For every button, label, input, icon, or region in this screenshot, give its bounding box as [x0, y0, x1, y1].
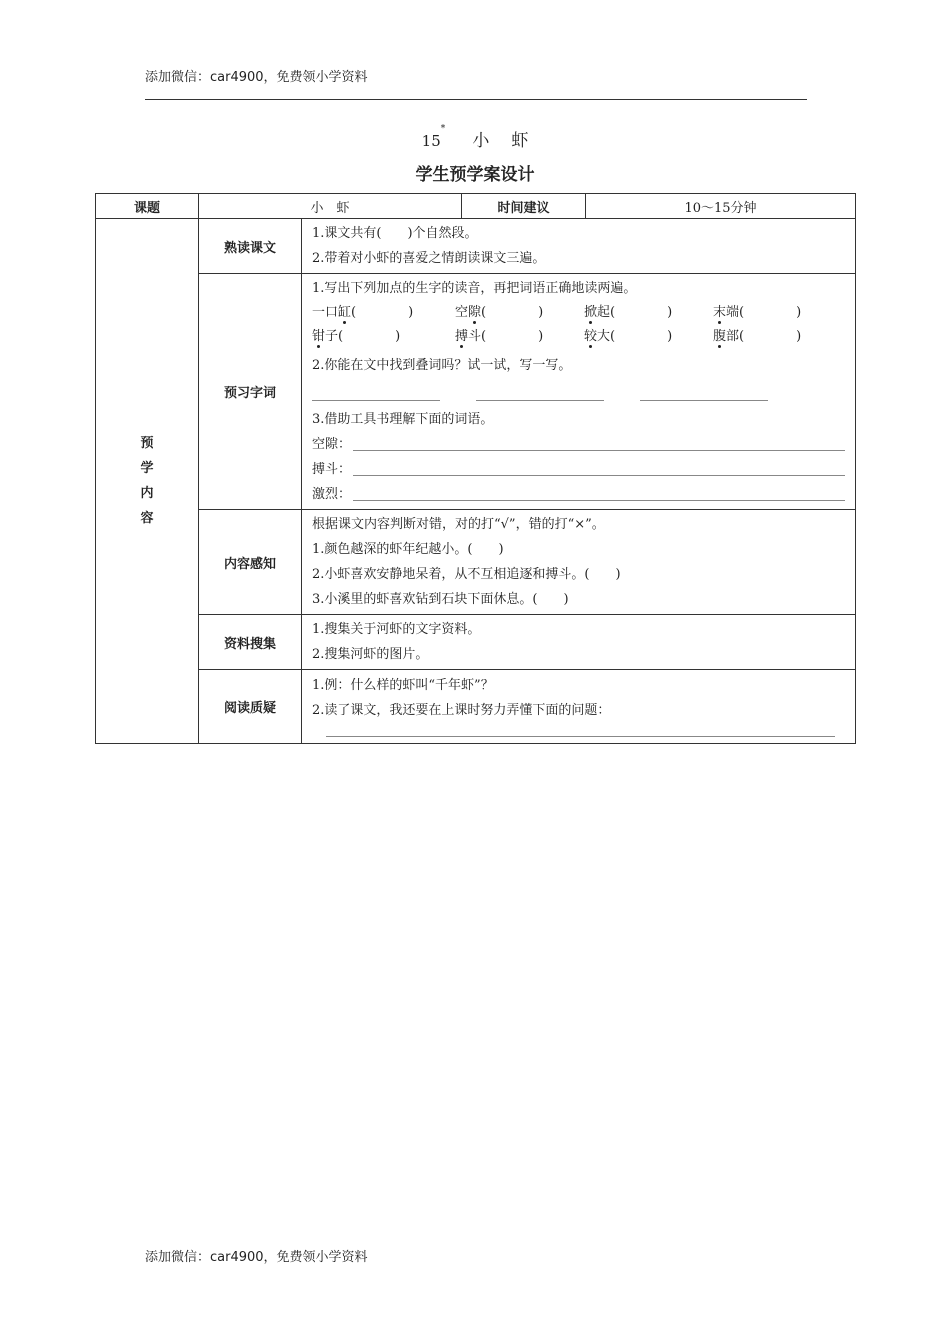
answer-paren[interactable]: ( ): [739, 329, 802, 344]
answer-paren[interactable]: ( ): [338, 329, 401, 344]
section-content-read: [302, 219, 856, 274]
dotted-char: 腹: [713, 329, 727, 344]
perceive-line-2: 2.小虾喜欢安静地呆着，从不互相追逐和搏斗。( ): [312, 567, 621, 582]
dotted-char: 搏: [455, 329, 469, 344]
answer-line[interactable]: [353, 500, 845, 501]
word-pre: 空: [455, 305, 469, 320]
words-q2: 2.你能在文中找到叠词吗？试一试，写一写。: [312, 358, 572, 373]
answer-paren[interactable]: ( ): [481, 305, 544, 320]
reduplication-blanks: [312, 378, 845, 407]
word-item: [713, 325, 833, 349]
answer-paren[interactable]: ( ): [739, 305, 802, 320]
word-item: [312, 301, 455, 325]
dotted-char: 末: [713, 305, 727, 320]
word-item: [455, 301, 584, 325]
topic-value: 小 虾: [199, 194, 462, 219]
word-item: [455, 325, 584, 349]
section-content-collect: [302, 615, 856, 670]
section-read-row: [96, 219, 856, 274]
term-row: [312, 457, 845, 482]
lesson-name-char: 虾: [511, 131, 529, 151]
category-char: 容: [140, 511, 154, 526]
section-perceive-row: [96, 510, 856, 615]
lesson-title: [0, 126, 950, 151]
term-row: [312, 482, 845, 507]
term-row: [312, 432, 845, 457]
word-grid: [312, 301, 845, 349]
lesson-name-char: 小: [472, 131, 490, 151]
section-question-row: [96, 670, 856, 744]
section-label-collect: 资料搜集: [199, 615, 302, 670]
dotted-char: 较: [584, 329, 598, 344]
table-header-row: [96, 194, 856, 219]
category-label: [137, 431, 157, 531]
words-q1: 1.写出下列加点的生字的读音，再把词语正确地读两遍。: [312, 281, 637, 296]
answer-paren[interactable]: ( ): [351, 305, 414, 320]
section-label-question: 阅读质疑: [199, 670, 302, 744]
perceive-intro: 根据课文内容判断对错，对的打“√”，错的打“×”。: [312, 517, 605, 532]
answer-paren[interactable]: ( ): [610, 329, 673, 344]
section-content-words: [302, 274, 856, 510]
header-divider: [145, 99, 807, 100]
section-words-row: [96, 274, 856, 510]
time-label: 时间建议: [462, 194, 586, 219]
term-label: 搏斗：: [312, 462, 352, 477]
lesson-name: [472, 131, 528, 151]
section-content-perceive: [302, 510, 856, 615]
word-post: 斗: [468, 329, 482, 344]
words-q3: 3.借助工具书理解下面的词语。: [312, 412, 494, 427]
read-line-2: 2.带着对小虾的喜爱之情朗读课文三遍。: [312, 251, 546, 266]
dotted-char: 缸: [338, 305, 352, 320]
word-post: 部: [726, 329, 740, 344]
word-item: [584, 325, 713, 349]
section-label-perceive: 内容感知: [199, 510, 302, 615]
prestudy-table: [95, 193, 856, 744]
word-item: [584, 301, 713, 325]
header-note: 添加微信：car4900，免费领小学资料: [145, 70, 368, 85]
footer-note: 添加微信：car4900，免费领小学资料: [145, 1250, 368, 1265]
dotted-char: 钳: [312, 329, 326, 344]
answer-line[interactable]: [353, 450, 845, 451]
perceive-line-1: 1.颜色越深的虾年纪越小。( ): [312, 542, 504, 557]
dotted-char: 隙: [468, 305, 482, 320]
lesson-mark: *: [440, 124, 446, 134]
word-post: 子: [325, 329, 339, 344]
category-cell: [96, 219, 199, 744]
term-label: 空隙：: [312, 437, 352, 452]
lesson-number: 15: [421, 132, 441, 150]
section-content-question: [302, 670, 856, 744]
question-line-2: 2.读了课文，我还要在上课时努力弄懂下面的问题：: [312, 702, 611, 718]
dotted-char: 掀: [584, 305, 598, 320]
time-value: 10～15分钟: [586, 194, 856, 219]
word-post: 大: [597, 329, 611, 344]
answer-line[interactable]: [326, 735, 835, 737]
perceive-line-3: 3.小溪里的虾喜欢钻到石块下面休息。( ): [312, 592, 569, 607]
question-line-1: 1.例：什么样的虾叫“千年虾”？: [312, 677, 494, 693]
collect-line-1: 1.搜集关于河虾的文字资料。: [312, 622, 481, 637]
answer-paren[interactable]: ( ): [610, 305, 673, 320]
category-char: 学: [140, 461, 154, 476]
answer-blank[interactable]: [312, 386, 440, 401]
collect-line-2: 2.搜集河虾的图片。: [312, 647, 429, 662]
section-label-read: 熟读课文: [199, 219, 302, 274]
word-pre: 一口: [312, 305, 339, 320]
page-subtitle: 学生预学案设计: [415, 165, 535, 185]
answer-line[interactable]: [353, 475, 845, 476]
section-label-words: 预习字词: [199, 274, 302, 510]
answer-paren[interactable]: ( ): [481, 329, 544, 344]
topic-label: 课题: [96, 194, 199, 219]
answer-blank[interactable]: [476, 386, 604, 401]
section-collect-row: [96, 615, 856, 670]
word-item: [312, 325, 455, 349]
category-char: 预: [140, 436, 154, 451]
word-item: [713, 301, 833, 325]
word-post: 起: [597, 305, 611, 320]
term-label: 激烈：: [312, 487, 352, 502]
read-line-1: 1.课文共有( )个自然段。: [312, 226, 478, 241]
category-char: 内: [140, 486, 154, 501]
answer-blank[interactable]: [640, 386, 768, 401]
word-post: 端: [726, 305, 740, 320]
